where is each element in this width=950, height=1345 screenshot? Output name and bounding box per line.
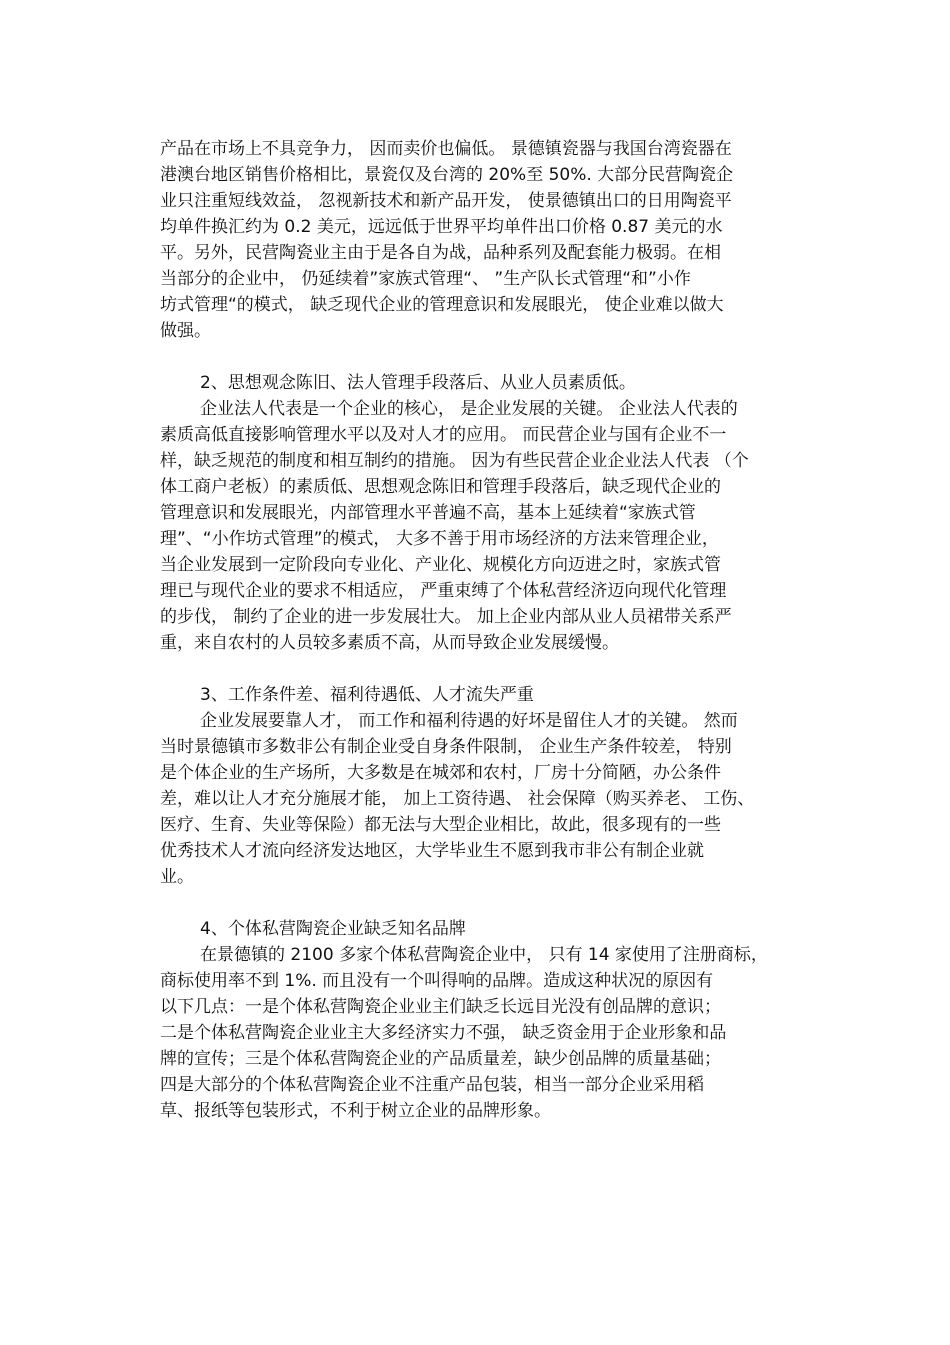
text-line: 企业法人代表是一个企业的核心， 是企业发展的关键。 企业法人代表的 (200, 399, 738, 419)
text-line: 理已与现代企业的要求不相适应， 严重束缚了个体私营经济迈向现代化管理 (160, 581, 727, 601)
text-line: 优秀技术人才流向经济发达地区，大学毕业生不愿到我市非公有制企业就 (160, 841, 704, 861)
text-line: 商标使用率不到 1%. 而且没有一个叫得响的品牌。造成这种状况的原因有 (160, 971, 714, 991)
text-line: 二是个体私营陶瓷企业业主大多经济实力不强， 缺乏资金用于企业形象和品 (160, 1023, 727, 1043)
paragraph-gap (160, 890, 790, 916)
text-line: 样，缺乏规范的制度和相互制约的措施。 因为有些民营企业企业法人代表 （个 (160, 451, 749, 471)
text-line: 的步伐， 制约了企业的进一步发展壮大。 加上企业内部从业人员裙带关系严 (160, 607, 732, 627)
paragraph-gap (160, 656, 790, 682)
text-line: 当企业发展到一定阶段向专业化、产业化、规模化方向迈进之时，家族式管 (160, 555, 721, 575)
text-line: 理”、“小作坊式管理”的模式， 大多不善于用市场经济的方法来管理企业， (160, 529, 719, 549)
text-line: 均单件换汇约为 0.2 美元，远远低于世界平均单件出口价格 0.87 美元的水 (160, 217, 723, 237)
text-line: 草、报纸等包装形式，不利于树立企业的品牌形象。 (160, 1101, 551, 1121)
text-line: 重，来自农村的人员较多素质不高，从而导致企业发展缓慢。 (160, 633, 619, 653)
text-line: 产品在市场上不具竞争力， 因而卖价也偏低。 景德镇瓷器与我国台湾瓷器在 (160, 139, 732, 159)
text-line: 港澳台地区销售价格相比，景瓷仅及台湾的 20%至 50%. 大部分民营陶瓷企 (160, 165, 734, 185)
text-line: 当部分的企业中， 仍延续着”家族式管理“、 ”生产队长式管理“和”小作 (160, 269, 691, 289)
section-heading-2: 2、思想观念陈旧、法人管理手段落后、从业人员素质低。 (200, 373, 636, 393)
paragraph-gap (160, 344, 790, 370)
text-line: 医疗、生育、失业等保险）都无法与大型企业相比，故此，很多现有的一些 (160, 815, 721, 835)
text-line: 素质高低直接影响管理水平以及对人才的应用。 而民营企业与国有企业不一 (160, 425, 727, 445)
text-line: 当时景德镇市多数非公有制企业受自身条件限制， 企业生产条件较差， 特别 (160, 737, 732, 757)
document-body (160, 136, 790, 1124)
text-line: 业只注重短线效益， 忽视新技术和新产品开发， 使景德镇出口的日用陶瓷平 (160, 191, 732, 211)
text-line: 牌的宣传；三是个体私营陶瓷企业的产品质量差，缺少创品牌的质量基础； (160, 1049, 721, 1069)
text-line: 企业发展要靠人才， 而工作和福利待遇的好坏是留住人才的关键。 然而 (200, 711, 738, 731)
section-heading-4: 4、个体私营陶瓷企业缺乏知名品牌 (200, 919, 466, 939)
text-line: 平。另外，民营陶瓷业主由于是各自为战，品种系列及配套能力极弱。在相 (160, 243, 721, 263)
text-line: 以下几点：一是个体私营陶瓷企业业主们缺乏长远目光没有创品牌的意识； (160, 997, 721, 1017)
text-line: 体工商户老板）的素质低、思想观念陈旧和管理手段落后，缺乏现代企业的 (160, 477, 721, 497)
text-line: 做强。 (160, 321, 211, 341)
text-line: 在景德镇的 2100 多家个体私营陶瓷企业中， 只有 14 家使用了注册商标， (200, 945, 768, 965)
text-line: 差，难以让人才充分施展才能， 加上工资待遇、 社会保障（购买养老、 工伤、 (160, 789, 755, 809)
paragraph-legal-representative (160, 396, 790, 656)
text-line: 是个体企业的生产场所，大多数是在城郊和农村，厂房十分简陋，办公条件 (160, 763, 721, 783)
paragraph-market-competitiveness (160, 136, 790, 344)
paragraph-brands (160, 942, 790, 1124)
text-line: 管理意识和发展眼光，内部管理水平普遍不高，基本上延续着“家族式管 (160, 503, 696, 523)
text-line: 四是大部分的个体私营陶瓷企业不注重产品包装，相当一部分企业采用稻 (160, 1075, 704, 1095)
text-line: 坊式管理“的模式， 缺乏现代企业的管理意识和发展眼光， 使企业难以做大 (160, 295, 724, 315)
text-line: 业。 (160, 867, 194, 887)
section-heading-3: 3、工作条件差、福利待遇低、人才流失严重 (200, 685, 534, 705)
paragraph-working-conditions (160, 708, 790, 890)
